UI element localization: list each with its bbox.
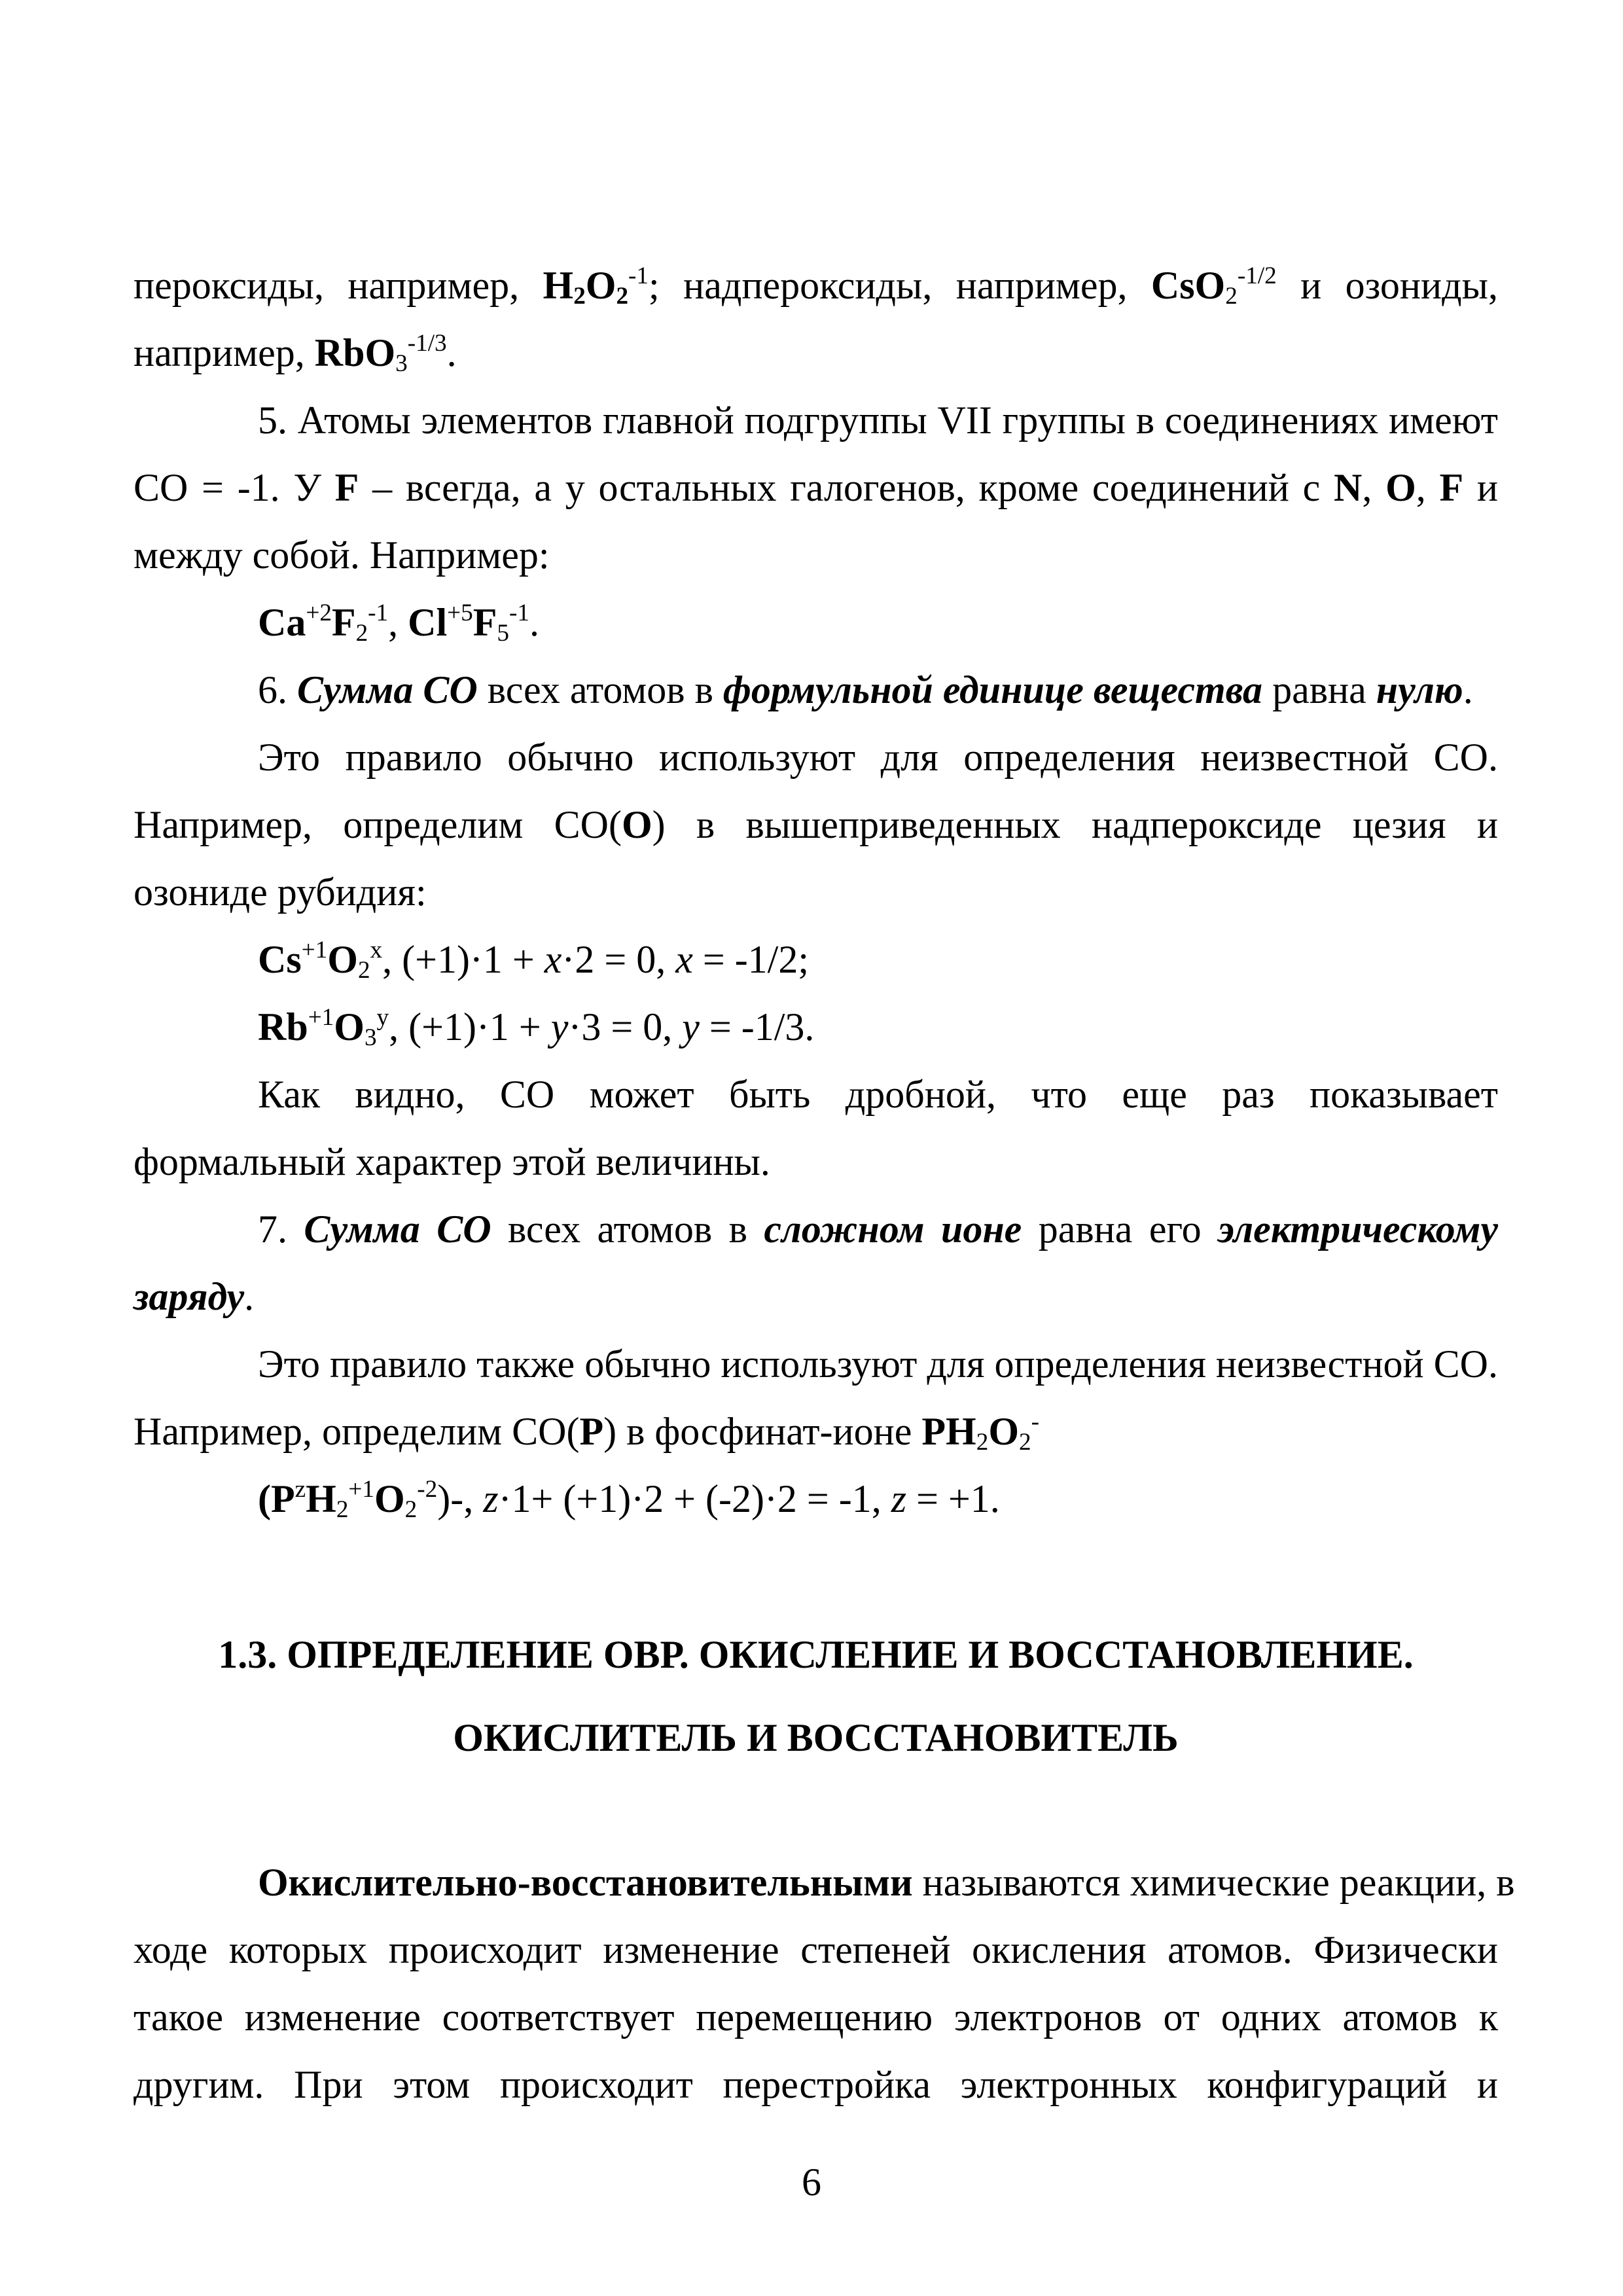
text-line: озониде рубидия:	[134, 870, 427, 914]
text-line: такое изменение соответствует перемещению электронов от одних атомов к	[134, 1996, 1498, 2039]
text-line: СО = -1. У F – всегда, а у остальных галогенов, кроме соединений с N, O, F и	[134, 466, 1499, 509]
text-line: 7. Сумма СО всех атомов в сложном ионе равна его электрическому	[258, 1208, 1499, 1251]
document-page	[134, 252, 1515, 2119]
formula-line: $Ca^{+2}F_2^{-1}$, $Cl^{+5}F_5^{-1}$.	[258, 599, 539, 647]
text-line: заряду.	[134, 1275, 255, 1318]
text-line: формальный характер этой величины.	[134, 1140, 770, 1183]
text-line: ходе которых происходит изменение степеней окисления атомов. Физически	[134, 1928, 1498, 1971]
text-line: пероксиды, например, $H_2O_2^{-1}$; надпероксиды, например, CsO$_2^{-1/2}$ и озониды,	[134, 262, 1498, 310]
formula-line: $(P^zH_2^{+1}O_2^{-2})-$, z·1+ (+1)·2 + (-2)·2 = -1, z = +1.	[258, 1475, 1000, 1524]
text-line: Это правило обычно используют для определения неизвестной СО.	[258, 736, 1498, 779]
text-line: Как видно, СО может быть дробной, что еще раз показывает	[258, 1073, 1498, 1116]
text-line: Например, определим СО(P) в фосфинат-ионе $PH_2O_2^-$	[134, 1408, 1039, 1456]
text-line: между собой. Например:	[134, 533, 550, 577]
text-line: например, RbO$_3^{-1/3}$.	[134, 329, 457, 378]
text-line: 5. Атомы элементов главной подгруппы VII группы в соединениях имеют	[258, 399, 1498, 442]
text-line: 6. Сумма СО всех атомов в формульной единице вещества равна нулю.	[258, 668, 1473, 711]
text-line: Окислительно-восстановительными называются химические реакции, в	[258, 1861, 1515, 1904]
section-heading: ОКИСЛИТЕЛЬ И ВОССТАНОВИТЕЛЬ	[453, 1716, 1179, 1759]
text-line: Например, определим СО(O) в вышеприведенных надпероксиде цезия и	[134, 803, 1498, 846]
text-line: Это правило также обычно используют для определения неизвестной СО.	[258, 1342, 1499, 1386]
page-number: 6	[802, 2161, 821, 2204]
section-heading: 1.3. ОПРЕДЕЛЕНИЕ ОВР. ОКИСЛЕНИЕ И ВОССТАНОВЛЕНИЕ.	[218, 1633, 1414, 1676]
text-line: другим. При этом происходит перестройка электронных конфигураций и	[134, 2063, 1498, 2106]
formula-line: $Rb^{+1}O_3^y$, (+1)·1 + y·3 = 0, y = -1/3.	[258, 1003, 815, 1052]
formula-line: $Cs^{+1}O_2^x$, (+1)·1 + x·2 = 0, x = -1/2;	[258, 936, 810, 984]
